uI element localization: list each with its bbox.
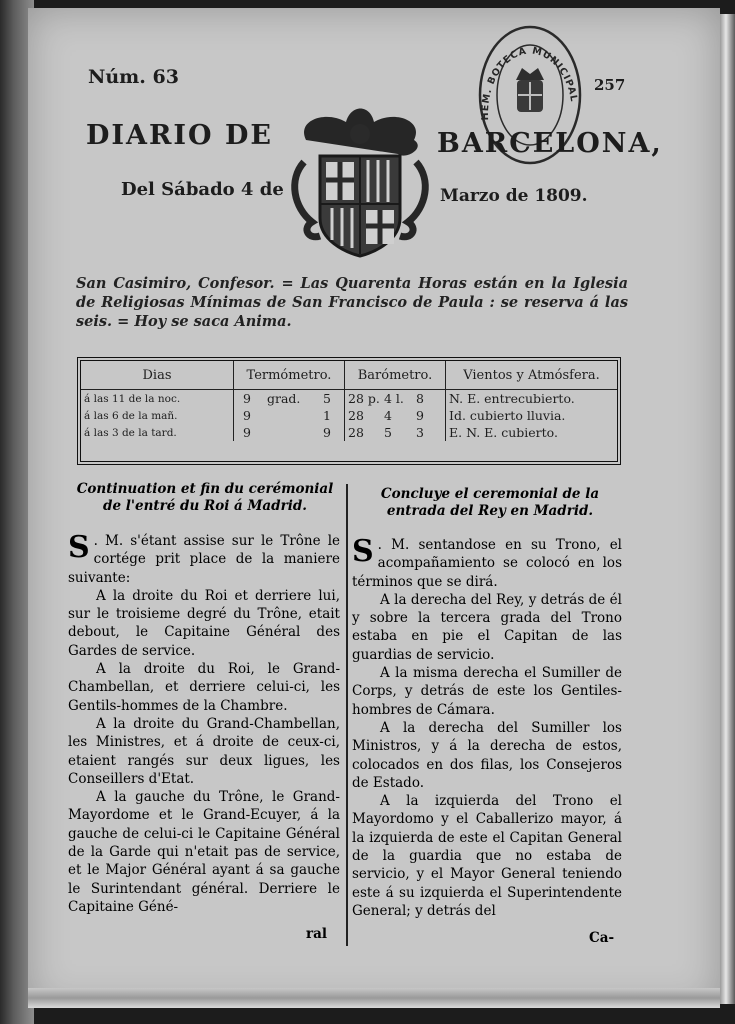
paragraph: A la gauche du Trône, le Grand-Mayordome et le Grand-Ecuyer, á la gauche de celui-ci le Capitaine Général de la Garde qui n'etait pas de service, et le Major Général ayant á sa gauche le Surintendant général. Derriere le Capitaine Géné- — [68, 789, 340, 915]
wind-cell: Id. cubierto lluvia. — [449, 408, 566, 423]
drop-cap: S — [68, 530, 90, 565]
issue-number: Núm. 63 — [88, 66, 179, 88]
drop-cap: S — [352, 534, 374, 569]
paragraph: S . M. sentandose en su Trono, el acompañamiento se colocó en los términos que se dirá. — [352, 534, 622, 590]
page-number: 257 — [594, 76, 626, 94]
paragraph: A la misma derecha el Sumiller de Corps, y detrás de este los Gentiles-hombres de Cámara. — [352, 665, 622, 718]
saints-of-the-day: San Casimiro, Confesor. = Las Quarenta Horas están en la Iglesia de Religiosas Mínimas de San Francisco de Paula : se reserva á las seis. = Hoy se saca Anima. — [76, 275, 628, 330]
french-column-body — [68, 532, 340, 916]
table-row — [81, 424, 617, 441]
header-thermometer: Termómetro. — [234, 361, 345, 390]
title-right: BARCELONA, — [437, 128, 663, 159]
header-barometer: Barómetro. — [345, 361, 446, 390]
barometer-cell: 28 5 3 — [345, 424, 446, 441]
thermometer-cell: 9 9 — [234, 424, 345, 441]
page-bottom-edge — [28, 988, 720, 1008]
column-divider — [346, 484, 348, 946]
thermometer-cell: 9 grad. 5 — [234, 390, 345, 408]
paragraph: A la derecha del Sumiller los Ministros, y á la derecha de estos, colocados en dos filas, los Consejeros de Estado. — [352, 719, 622, 791]
paragraph: A la droite du Roi, le Grand-Chambellan, et derriere celui-ci, les Gentils-hommes de la Chambre. — [68, 661, 340, 714]
table-row — [81, 407, 617, 424]
barometer-cell: 28 p. 4 l. 8 — [345, 390, 446, 408]
paragraph: A la izquierda del Trono el Mayordomo y el Caballerizo mayor, á la izquierda de este el Capitan General de la guardia que no estaba de servicio, y el Mayor General teniendo este á su izquierda el Superintendente General; y detrás del — [352, 793, 622, 919]
wind-cell: E. N. E. cubierto. — [449, 425, 558, 440]
date-right: Marzo de 1809. — [440, 186, 588, 206]
spanish-column-body — [352, 536, 622, 920]
time-cell: á las 11 de la noc. — [81, 390, 234, 408]
table-row — [81, 390, 617, 408]
french-column-heading: Continuation et fin du cerémonial de l'entré du Roi á Madrid. — [76, 481, 334, 514]
paragraph: A la droite du Grand-Chambellan, les Ministres, et á droite de ceux-ci, etaient rangés sur deux ligues, les Conseillers d'Etat. — [68, 715, 340, 787]
spanish-column-heading: Concluye el ceremonial de la entrada del Rey en Madrid. — [380, 486, 600, 519]
header-winds: Vientos y Atmósfera. — [446, 361, 618, 390]
wind-cell: N. E. entrecubierto. — [449, 391, 575, 406]
paragraph: A la derecha del Rey, y detrás de él y sobre la tercera grada del Trono estaba en pie el Capitan de las guardias de servicio. — [352, 591, 622, 663]
page-edge — [720, 14, 735, 1004]
header-days: Dias — [81, 361, 234, 390]
coat-of-arms-icon — [286, 100, 434, 260]
paragraph: A la droite du Roi et derriere lui, sur le troisieme degré du Trône, etait debout, le Capitaine Général des Gardes de service. — [68, 587, 340, 659]
title-left: DIARIO DE — [86, 120, 273, 151]
french-catchword: ral — [306, 926, 327, 942]
time-cell: á las 3 de la tard. — [81, 424, 234, 441]
paragraph: S . M. s'étant assise sur le Trône le cortége prit place de la maniere suivante: — [68, 530, 340, 586]
time-cell: á las 6 de la mañ. — [81, 407, 234, 424]
stamp-text: HEM. BOTECA MUNICIPAL — [479, 45, 580, 121]
barometer-cell: 28 4 9 — [345, 407, 446, 424]
thermometer-cell: 9 1 — [234, 407, 345, 424]
weather-table — [77, 357, 621, 465]
spanish-catchword: Ca- — [589, 930, 615, 946]
date-left: Del Sábado 4 de — [121, 179, 284, 200]
